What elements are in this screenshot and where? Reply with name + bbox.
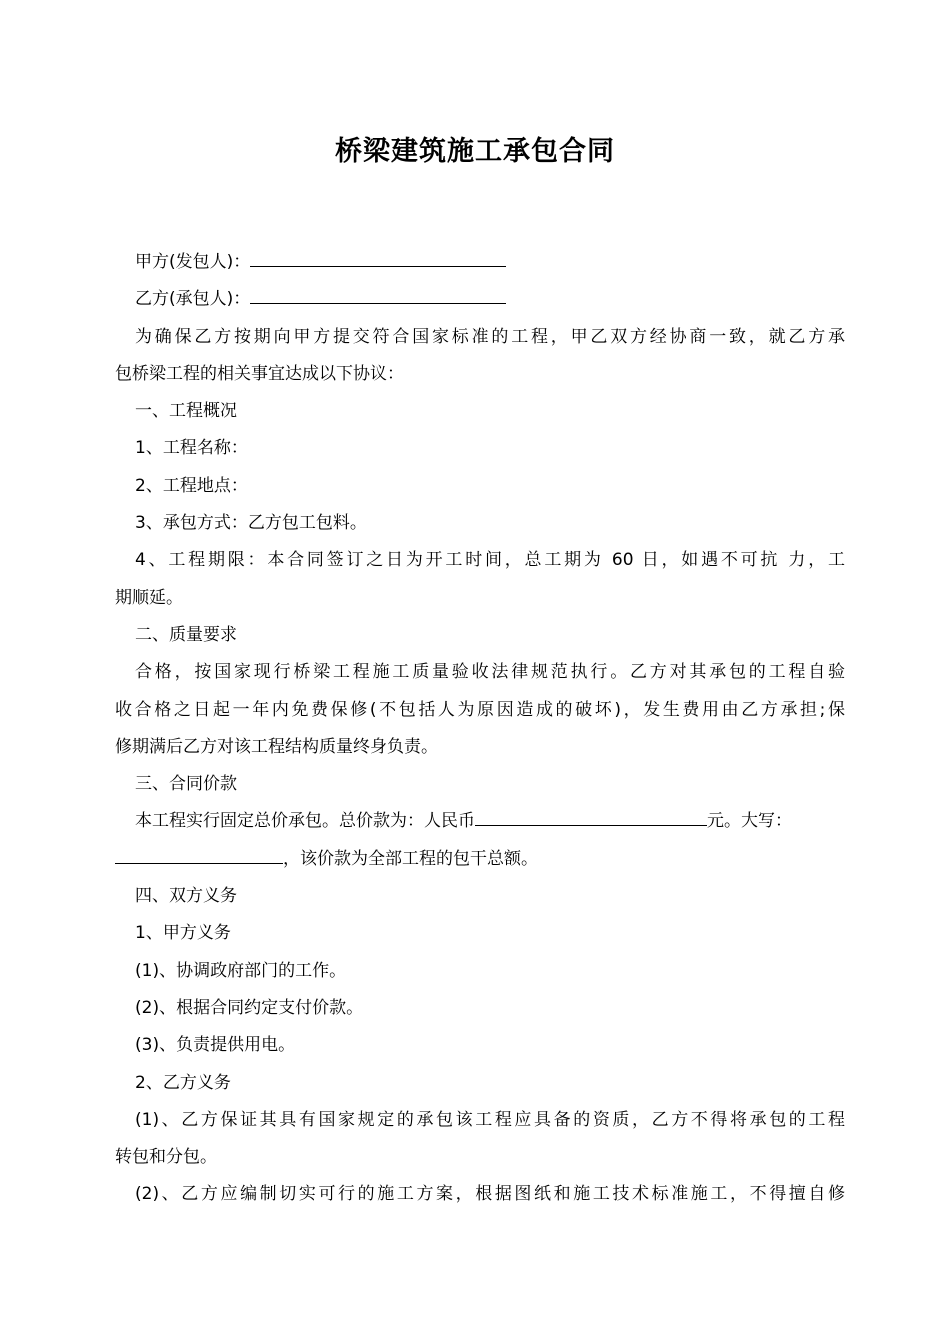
- price-suffix: 元。大写：: [707, 811, 792, 832]
- section-4-heading: 四、双方义务: [135, 886, 237, 907]
- project-name-item: 1、工程名称：: [135, 438, 248, 459]
- party-a-duty-item: (3)、负责提供用电。: [135, 1035, 296, 1056]
- quality-line-2: 收合格之日起一年内免费保修(不包括人为原因造成的破坏)，发生费用由乙方承担;保: [115, 699, 845, 720]
- price-line-2: [115, 841, 845, 878]
- document-title: 桥梁建筑施工承包合同: [335, 136, 615, 167]
- party-b-duties-heading: 2、乙方义务: [135, 1072, 231, 1093]
- party-a-label: 甲方(发包人)：: [135, 252, 251, 272]
- price-line-2-text: ，该价款为全部工程的包干总额。: [283, 848, 538, 869]
- intro-line-2: 包桥梁工程的相关事宜达成以下协议：: [115, 363, 404, 384]
- quality-line-1: 合格，按国家现行桥梁工程施工质量验收法律规范执行。乙方对其承包的工程自验: [135, 662, 845, 683]
- section-2-heading: 二、质量要求: [135, 624, 237, 645]
- party-a-line: [115, 244, 845, 281]
- price-line-1: [115, 803, 845, 840]
- project-period-line-2: 期顺延。: [115, 587, 183, 608]
- contract-body: [115, 244, 845, 1214]
- party-b-label: 乙方(承包人)：: [135, 289, 251, 310]
- party-a-duties-heading: 1、甲方义务: [135, 923, 231, 944]
- intro-line-1: 为确保乙方按期向甲方提交符合国家标准的工程，甲乙双方经协商一致，就乙方承: [135, 326, 845, 347]
- party-b-line: [115, 281, 845, 318]
- price-amount-blank[interactable]: [475, 805, 707, 826]
- party-b-blank[interactable]: [250, 283, 506, 304]
- party-a-blank[interactable]: [250, 246, 506, 267]
- price-prefix: 本工程实行固定总价承包。总价款为：人民币: [135, 811, 475, 832]
- party-b-duty-1-line-2: 转包和分包。: [115, 1147, 217, 1168]
- party-b-duty-2-line-1: (2)、乙方应编制切实可行的施工方案，根据图纸和施工技术标准施工，不得擅自修: [135, 1184, 845, 1205]
- project-period-line-1: 4、工程期限：本合同签订之日为开工时间，总工期为 60 日，如遇不可抗 力，工: [135, 550, 845, 571]
- section-3-heading: 三、合同价款: [135, 774, 237, 795]
- section-1-heading: 一、工程概况: [135, 401, 237, 422]
- party-a-duty-item: (2)、根据合同约定支付价款。: [135, 997, 364, 1018]
- party-b-duty-1-line-1: (1)、乙方保证其具有国家规定的承包该工程应具备的资质，乙方不得将承包的工程: [135, 1109, 845, 1130]
- project-location-item: 2、工程地点：: [135, 475, 248, 496]
- contract-method-item: 3、承包方式：乙方包工包料。: [135, 513, 367, 534]
- price-words-blank[interactable]: [115, 843, 283, 864]
- quality-line-3: 修期满后乙方对该工程结构质量终身负责。: [115, 736, 438, 757]
- party-a-duty-item: (1)、协调政府部门的工作。: [135, 960, 347, 981]
